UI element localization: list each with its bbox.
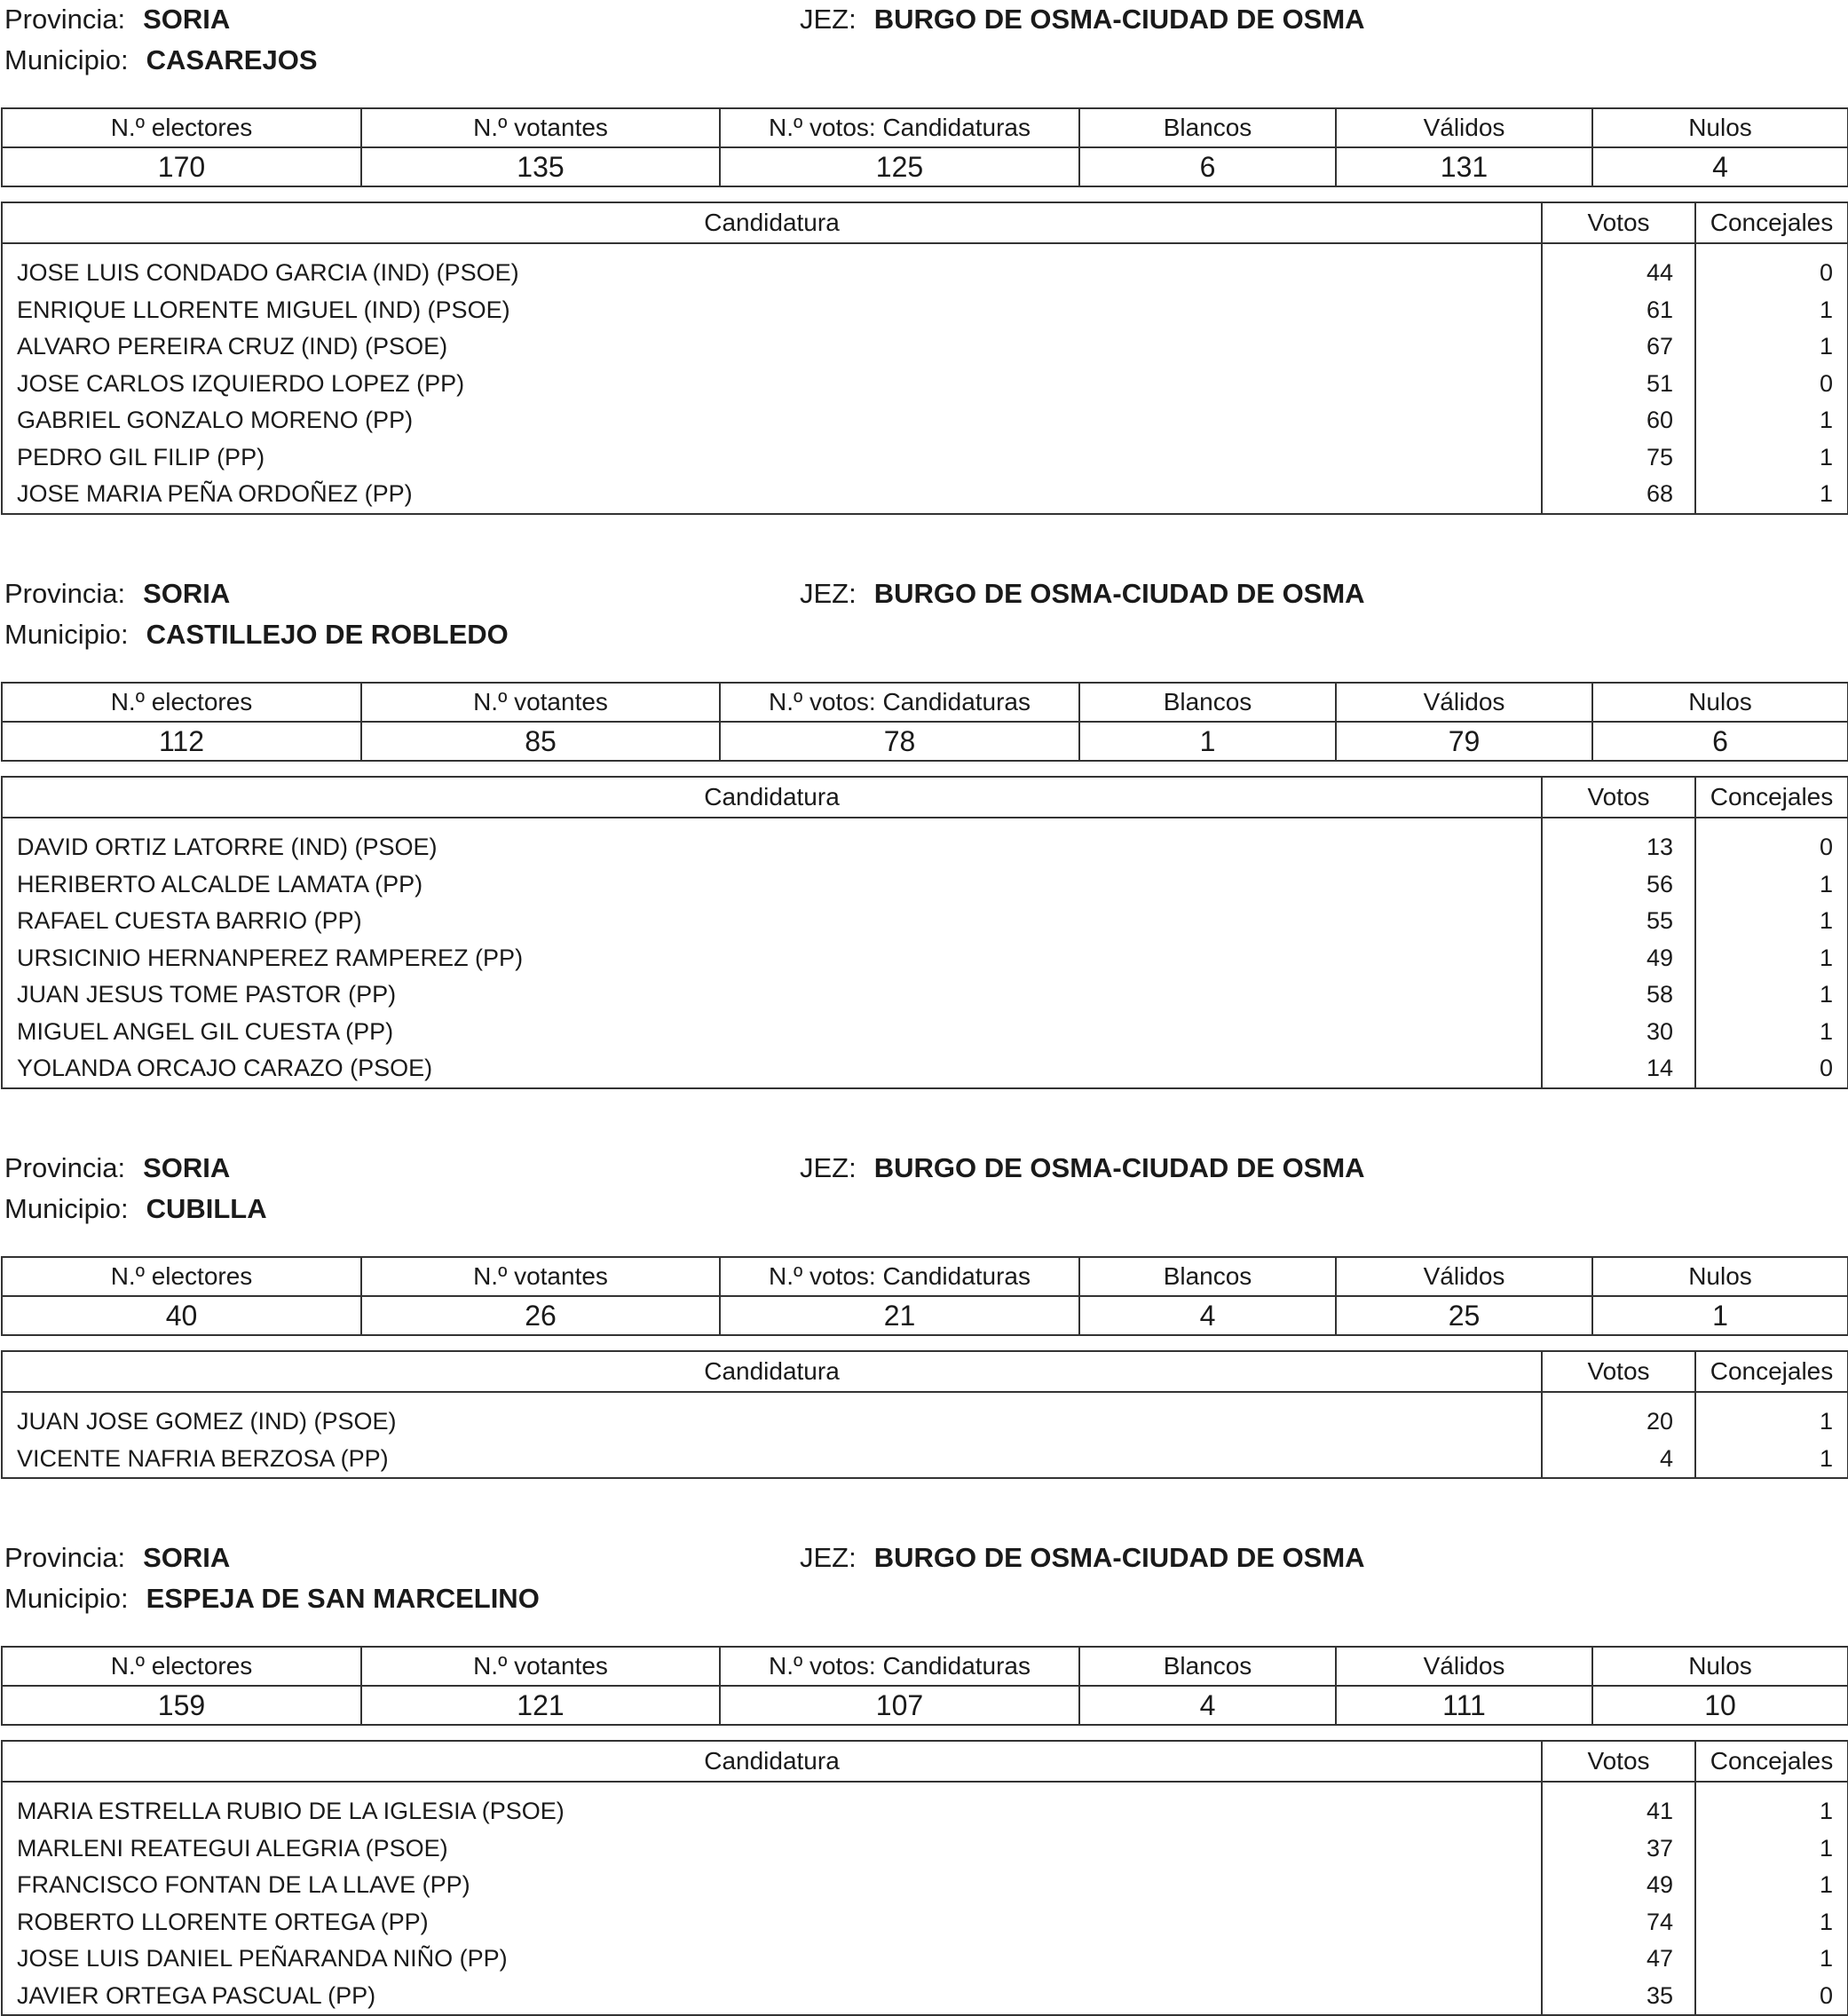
candidate-name: HERIBERTO ALCALDE LAMATA (PP) [2, 866, 1542, 904]
candidate-name: JOSE LUIS CONDADO GARCIA (IND) (PSOE) [2, 255, 1542, 292]
votos-candidaturas-header: N.º votos: Candidaturas [720, 683, 1079, 722]
spacer-cell [1695, 818, 1848, 829]
votos-header: Votos [1542, 1351, 1695, 1392]
candidate-concejales: 1 [1695, 903, 1848, 940]
candidate-concejales: 0 [1695, 1050, 1848, 1088]
table-row [2, 1904, 1848, 1941]
candidate-concejales: 1 [1695, 439, 1848, 477]
candidate-votes: 55 [1542, 903, 1695, 940]
candidate-name: JAVIER ORTEGA PASCUAL (PP) [2, 1978, 1542, 2016]
candidate-votes: 68 [1542, 476, 1695, 514]
votantes-header: N.º votantes [361, 1257, 720, 1296]
votos-candidaturas-header: N.º votos: Candidaturas [720, 108, 1079, 147]
table-row [2, 439, 1848, 477]
jez-value: BURGO DE OSMA-CIUDAD DE OSMA [873, 578, 1365, 609]
spacer-cell [2, 1392, 1542, 1403]
votos-candidaturas-value: 125 [720, 147, 1079, 186]
nulos-header: Nulos [1592, 1257, 1848, 1296]
provincia-value: SORIA [143, 578, 231, 609]
candidate-concejales: 1 [1695, 1014, 1848, 1051]
votos-candidaturas-value: 78 [720, 722, 1079, 761]
spacer-row [2, 818, 1848, 829]
candidate-name: JOSE MARIA PEÑA ORDOÑEZ (PP) [2, 476, 1542, 514]
validos-value: 131 [1336, 147, 1592, 186]
electores-header: N.º electores [2, 108, 361, 147]
spacer-cell [1542, 1392, 1695, 1403]
table-row [2, 1830, 1848, 1868]
electores-value: 40 [2, 1296, 361, 1335]
votos-candidaturas-value: 21 [720, 1296, 1079, 1335]
candidates-body [2, 818, 1848, 1088]
summary-header-row [2, 683, 1848, 722]
candidate-name: YOLANDA ORCAJO CARAZO (PSOE) [2, 1050, 1542, 1088]
spacer-row [2, 1392, 1848, 1403]
candidate-name: DAVID ORTIZ LATORRE (IND) (PSOE) [2, 829, 1542, 866]
table-row [2, 903, 1848, 940]
candidates-body [2, 1392, 1848, 1478]
concejales-header: Concejales [1695, 1351, 1848, 1392]
validos-value: 111 [1336, 1686, 1592, 1725]
candidate-concejales: 1 [1695, 1941, 1848, 1978]
candidate-votes: 49 [1542, 1867, 1695, 1904]
candidate-concejales: 1 [1695, 1830, 1848, 1868]
spacer-cell [1542, 243, 1695, 255]
candidate-name: JOSE LUIS DANIEL PEÑARANDA NIÑO (PP) [2, 1941, 1542, 1978]
summary-values-row [2, 147, 1848, 186]
candidate-votes: 4 [1542, 1441, 1695, 1479]
candidatura-header: Candidatura [2, 1351, 1542, 1392]
votantes-value: 121 [361, 1686, 720, 1725]
electores-header: N.º electores [2, 1647, 361, 1686]
nulos-value: 10 [1592, 1686, 1848, 1725]
spacer-cell [2, 243, 1542, 255]
candidate-concejales: 1 [1695, 1793, 1848, 1830]
electores-value: 170 [2, 147, 361, 186]
provincia-label: Provincia: [4, 1152, 126, 1183]
candidate-votes: 20 [1542, 1403, 1695, 1441]
votantes-value: 26 [361, 1296, 720, 1335]
provincia-value: SORIA [143, 1152, 231, 1183]
candidate-concejales: 1 [1695, 402, 1848, 439]
table-row [2, 1050, 1848, 1088]
provincia-line [4, 1152, 230, 1184]
summary-table [1, 1646, 1848, 1726]
municipio-value: CASAREJOS [146, 44, 318, 75]
candidate-concejales: 1 [1695, 292, 1848, 329]
candidate-name: PEDRO GIL FILIP (PP) [2, 439, 1542, 477]
blancos-value: 6 [1079, 147, 1336, 186]
municipio-value: CUBILLA [146, 1193, 267, 1224]
table-row [2, 366, 1848, 403]
table-row [2, 829, 1848, 866]
table-row [2, 255, 1848, 292]
candidate-name: URSICINIO HERNANPEREZ RAMPEREZ (PP) [2, 940, 1542, 977]
table-row [2, 328, 1848, 366]
summary-header-row [2, 108, 1848, 147]
candidate-name: MIGUEL ANGEL GIL CUESTA (PP) [2, 1014, 1542, 1051]
summary-header-row [2, 1257, 1848, 1296]
blancos-header: Blancos [1079, 683, 1336, 722]
nulos-header: Nulos [1592, 108, 1848, 147]
summary-table [1, 1256, 1848, 1336]
candidatura-header: Candidatura [2, 1741, 1542, 1782]
summary-values-row [2, 722, 1848, 761]
table-row [2, 1793, 1848, 1830]
candidate-concejales: 1 [1695, 1441, 1848, 1479]
candidate-votes: 56 [1542, 866, 1695, 904]
votos-candidaturas-value: 107 [720, 1686, 1079, 1725]
candidates-body [2, 1782, 1848, 2015]
table-row [2, 940, 1848, 977]
candidate-votes: 75 [1542, 439, 1695, 477]
votos-header: Votos [1542, 1741, 1695, 1782]
spacer-cell [1695, 1392, 1848, 1403]
electores-header: N.º electores [2, 1257, 361, 1296]
municipio-label: Municipio: [4, 1583, 129, 1614]
candidate-votes: 47 [1542, 1941, 1695, 1978]
candidate-name: GABRIEL GONZALO MORENO (PP) [2, 402, 1542, 439]
candidates-body [2, 243, 1848, 514]
candidates-table [1, 202, 1848, 515]
validos-header: Válidos [1336, 108, 1592, 147]
candidate-concejales: 1 [1695, 1403, 1848, 1441]
concejales-header: Concejales [1695, 202, 1848, 243]
jez-label: JEZ: [800, 1152, 857, 1183]
candidates-header-row [2, 202, 1848, 243]
jez-line [800, 4, 1365, 36]
votantes-header: N.º votantes [361, 1647, 720, 1686]
candidate-name: JOSE CARLOS IZQUIERDO LOPEZ (PP) [2, 366, 1542, 403]
candidate-votes: 74 [1542, 1904, 1695, 1941]
table-row [2, 1867, 1848, 1904]
municipio-label: Municipio: [4, 619, 129, 650]
spacer-cell [2, 1782, 1542, 1793]
candidate-name: ROBERTO LLORENTE ORTEGA (PP) [2, 1904, 1542, 1941]
candidate-concejales: 0 [1695, 1978, 1848, 2016]
candidate-votes: 61 [1542, 292, 1695, 329]
spacer-cell [1542, 1782, 1695, 1793]
nulos-header: Nulos [1592, 683, 1848, 722]
candidate-concejales: 1 [1695, 976, 1848, 1014]
candidate-votes: 60 [1542, 402, 1695, 439]
summary-table [1, 107, 1848, 187]
votos-header: Votos [1542, 777, 1695, 818]
electores-value: 112 [2, 722, 361, 761]
municipio-line [4, 1583, 540, 1615]
candidate-votes: 67 [1542, 328, 1695, 366]
candidate-name: MARLENI REATEGUI ALEGRIA (PSOE) [2, 1830, 1542, 1868]
table-row [2, 402, 1848, 439]
candidate-concejales: 1 [1695, 866, 1848, 904]
candidate-concejales: 1 [1695, 328, 1848, 366]
candidatura-header: Candidatura [2, 202, 1542, 243]
votos-candidaturas-header: N.º votos: Candidaturas [720, 1647, 1079, 1686]
candidate-votes: 37 [1542, 1830, 1695, 1868]
candidate-name: FRANCISCO FONTAN DE LA LLAVE (PP) [2, 1867, 1542, 1904]
table-row [2, 476, 1848, 514]
blancos-value: 4 [1079, 1686, 1336, 1725]
spacer-row [2, 243, 1848, 255]
validos-value: 25 [1336, 1296, 1592, 1335]
validos-value: 79 [1336, 722, 1592, 761]
municipio-line [4, 619, 509, 651]
candidate-votes: 51 [1542, 366, 1695, 403]
jez-value: BURGO DE OSMA-CIUDAD DE OSMA [873, 1542, 1365, 1573]
blancos-header: Blancos [1079, 1647, 1336, 1686]
candidate-name: JUAN JOSE GOMEZ (IND) (PSOE) [2, 1403, 1542, 1441]
municipio-value: CASTILLEJO DE ROBLEDO [146, 619, 509, 650]
candidate-name: ENRIQUE LLORENTE MIGUEL (IND) (PSOE) [2, 292, 1542, 329]
candidates-header-row [2, 1351, 1848, 1392]
candidate-votes: 41 [1542, 1793, 1695, 1830]
spacer-cell [1695, 1782, 1848, 1793]
votantes-header: N.º votantes [361, 683, 720, 722]
candidate-name: RAFAEL CUESTA BARRIO (PP) [2, 903, 1542, 940]
table-row [2, 1941, 1848, 1978]
votantes-value: 85 [361, 722, 720, 761]
candidate-votes: 44 [1542, 255, 1695, 292]
table-row [2, 1978, 1848, 2016]
electores-header: N.º electores [2, 683, 361, 722]
blancos-value: 4 [1079, 1296, 1336, 1335]
votos-header: Votos [1542, 202, 1695, 243]
candidates-table [1, 1350, 1848, 1479]
nulos-header: Nulos [1592, 1647, 1848, 1686]
nulos-value: 4 [1592, 147, 1848, 186]
candidate-concejales: 1 [1695, 1867, 1848, 1904]
spacer-row [2, 1782, 1848, 1793]
table-row [2, 1014, 1848, 1051]
candidates-header-row [2, 1741, 1848, 1782]
summary-header-row [2, 1647, 1848, 1686]
jez-value: BURGO DE OSMA-CIUDAD DE OSMA [873, 4, 1365, 35]
validos-header: Válidos [1336, 1257, 1592, 1296]
provincia-line [4, 1542, 230, 1574]
candidate-concejales: 1 [1695, 476, 1848, 514]
jez-label: JEZ: [800, 1542, 857, 1573]
candidate-votes: 30 [1542, 1014, 1695, 1051]
spacer-cell [1542, 818, 1695, 829]
municipio-label: Municipio: [4, 1193, 129, 1224]
provincia-value: SORIA [143, 4, 231, 35]
candidate-votes: 13 [1542, 829, 1695, 866]
summary-values-row [2, 1686, 1848, 1725]
validos-header: Válidos [1336, 1647, 1592, 1686]
candidate-votes: 58 [1542, 976, 1695, 1014]
table-row [2, 292, 1848, 329]
candidate-votes: 35 [1542, 1978, 1695, 2016]
candidate-concejales: 1 [1695, 940, 1848, 977]
municipio-label: Municipio: [4, 44, 129, 75]
candidates-table [1, 776, 1848, 1089]
jez-value: BURGO DE OSMA-CIUDAD DE OSMA [873, 1152, 1365, 1183]
candidate-concejales: 1 [1695, 1904, 1848, 1941]
candidate-concejales: 0 [1695, 366, 1848, 403]
provincia-line [4, 4, 230, 36]
provincia-label: Provincia: [4, 578, 126, 609]
blancos-header: Blancos [1079, 108, 1336, 147]
jez-line [800, 1152, 1365, 1184]
nulos-value: 1 [1592, 1296, 1848, 1335]
concejales-header: Concejales [1695, 777, 1848, 818]
candidate-name: VICENTE NAFRIA BERZOSA (PP) [2, 1441, 1542, 1479]
provincia-value: SORIA [143, 1542, 231, 1573]
spacer-cell [1695, 243, 1848, 255]
jez-label: JEZ: [800, 4, 857, 35]
votantes-value: 135 [361, 147, 720, 186]
table-row [2, 866, 1848, 904]
summary-table [1, 682, 1848, 762]
electores-value: 159 [2, 1686, 361, 1725]
municipio-line [4, 44, 318, 76]
candidate-concejales: 0 [1695, 829, 1848, 866]
concejales-header: Concejales [1695, 1741, 1848, 1782]
nulos-value: 6 [1592, 722, 1848, 761]
table-row [2, 1403, 1848, 1441]
spacer-cell [2, 818, 1542, 829]
validos-header: Válidos [1336, 683, 1592, 722]
blancos-header: Blancos [1079, 1257, 1336, 1296]
blancos-value: 1 [1079, 722, 1336, 761]
candidates-header-row [2, 777, 1848, 818]
candidate-votes: 49 [1542, 940, 1695, 977]
provincia-label: Provincia: [4, 4, 126, 35]
jez-line [800, 1542, 1365, 1574]
table-row [2, 976, 1848, 1014]
candidate-name: ALVARO PEREIRA CRUZ (IND) (PSOE) [2, 328, 1542, 366]
candidate-name: JUAN JESUS TOME PASTOR (PP) [2, 976, 1542, 1014]
candidate-concejales: 0 [1695, 255, 1848, 292]
candidate-votes: 14 [1542, 1050, 1695, 1088]
jez-label: JEZ: [800, 578, 857, 609]
summary-values-row [2, 1296, 1848, 1335]
candidate-name: MARIA ESTRELLA RUBIO DE LA IGLESIA (PSOE) [2, 1793, 1542, 1830]
jez-line [800, 578, 1365, 610]
votantes-header: N.º votantes [361, 108, 720, 147]
table-row [2, 1441, 1848, 1479]
municipio-value: ESPEJA DE SAN MARCELINO [146, 1583, 540, 1614]
provincia-line [4, 578, 230, 610]
candidates-table [1, 1740, 1848, 2016]
votos-candidaturas-header: N.º votos: Candidaturas [720, 1257, 1079, 1296]
municipio-line [4, 1193, 267, 1225]
candidatura-header: Candidatura [2, 777, 1542, 818]
provincia-label: Provincia: [4, 1542, 126, 1573]
